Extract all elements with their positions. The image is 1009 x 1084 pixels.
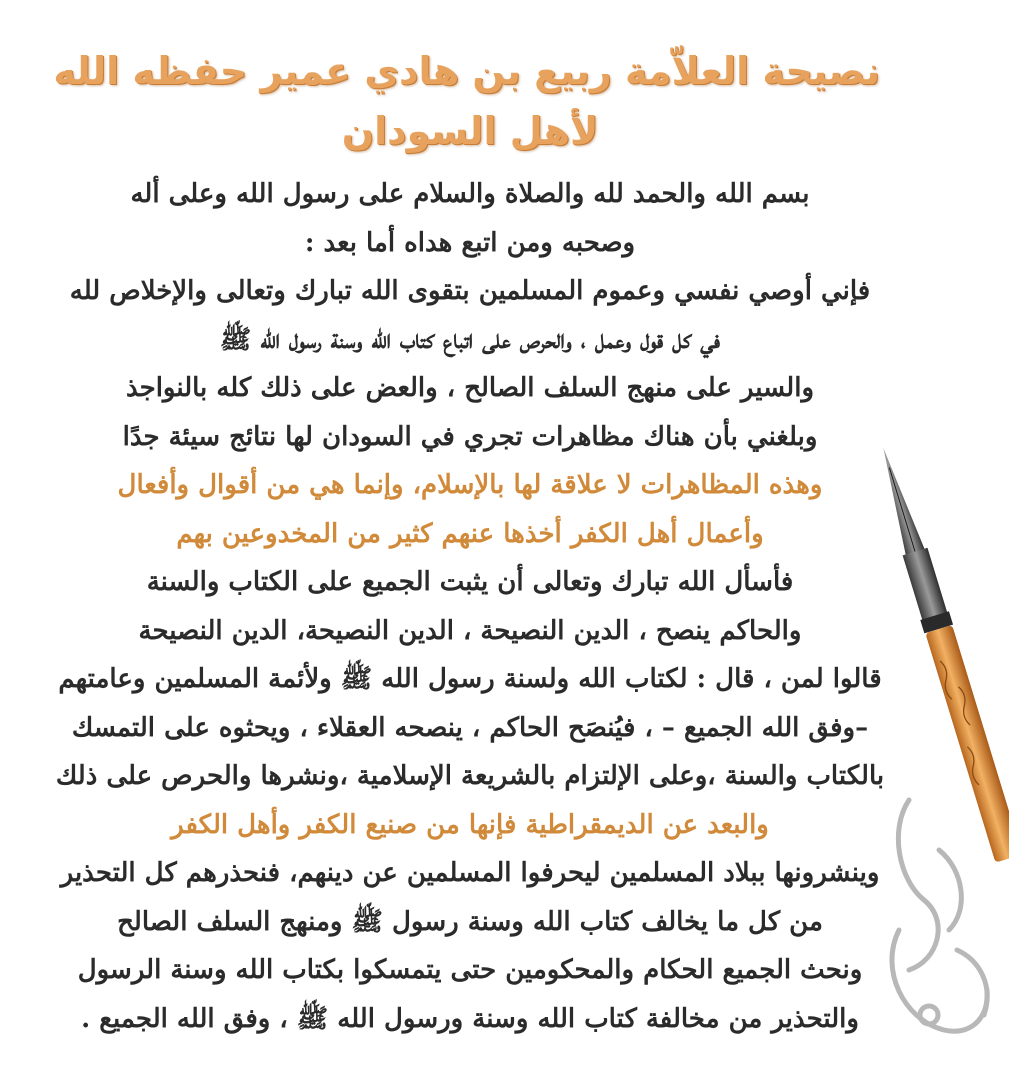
body-line-9: فأسأل الله تبارك وتعالى أن يثبت الجميع على الكتاب والسنة	[146, 567, 794, 597]
body-line-16: من كل ما يخالف كتاب الله وسنة رسول ﷺ ومنهج السلف الصالح	[117, 906, 823, 937]
body-line-3: فإني أوصي نفسي وعموم المسلمين بتقوى الله تبارك وتعالى والإخلاص لله	[69, 276, 871, 306]
body-line-1: بسم الله والحمد لله والصلاة والسلام على رسول الله وعلى أله	[130, 179, 810, 209]
body-line-14: والبعد عن الديمقراطية فإنها من صنيع الكفر وأهل الكفر	[171, 809, 769, 840]
body-line-10: والحاكم ينصح ، الدين النصيحة ، الدين النصيحة، الدين النصيحة	[138, 615, 802, 646]
body-line-18: والتحذير من مخالفة كتاب الله وسنة ورسول الله ﷺ ، وفق الله الجميع .	[81, 1003, 859, 1034]
body-line-4: في كل قول وعمل ، والحرص على اتباع كتاب الله وسنة رسول الله ﷺ	[219, 324, 721, 355]
fountain-pen-icon	[869, 430, 1009, 1080]
body-text	[40, 170, 900, 1043]
body-line-6: وبلغني بأن هناك مظاهرات تجري في السودان لها نتائج سيئة جدًا	[122, 421, 818, 452]
body-line-17: ونحث الجميع الحكام والمحكومين حتى يتمسكوا بكتاب الله وسنة الرسول	[77, 955, 863, 985]
pen-barrel	[925, 625, 1009, 863]
body-line-15: وينشرونها ببلاد المسلمين ليحرفوا المسلمين عن دينهم، فنحذرهم كل التحذير	[60, 858, 880, 888]
signature-flourish	[892, 800, 987, 1031]
body-line-11: قالوا لمن ، قال : لكتاب الله ولسنة رسول الله ﷺ ولأئمة المسلمين وعامتهم	[58, 664, 882, 694]
body-line-13: بالكتاب والسنة ،وعلى الإلتزام بالشريعة الإسلامية ،ونشرها والحرص على ذلك	[55, 761, 885, 791]
body-line-2: وصحبه ومن اتبع هداه أما بعد :	[304, 227, 636, 258]
title-line-1: نصيحة العلاّمة ربيع بن هادي عمير حفظه الله	[53, 49, 880, 93]
title-line-2: لأهل السودان	[341, 109, 599, 153]
pen-decoration	[869, 430, 1009, 1080]
body-line-7: وهذه المظاهرات لا علاقة لها بالإسلام، وإنما هي من أقوال وأفعال	[117, 470, 823, 500]
body-line-8: وأعمال أهل الكفر أخذها عنهم كثير من المخدوعين بهم	[176, 518, 764, 549]
body-line-5: والسير على منهج السلف الصالح ، والعض على ذلك كله بالنواجذ	[125, 373, 815, 403]
body-line-12: –وفق الله الجميع – ، فيُنصَح الحاكم ، ينصحه العقلاء ، ويحثوه على التمسك	[71, 712, 869, 743]
